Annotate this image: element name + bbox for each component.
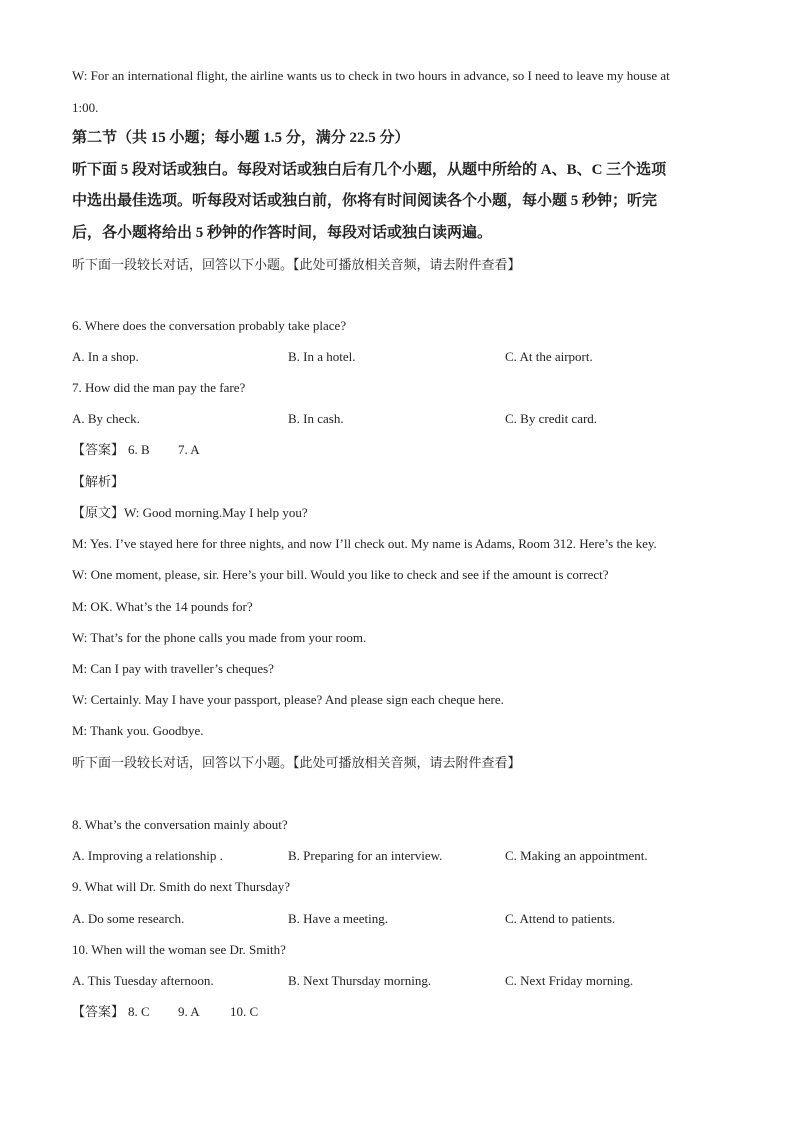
analysis-label: 【解析】	[72, 474, 125, 489]
group2-answer-9: 9. A	[178, 1004, 200, 1019]
group1-prompt: 听下面一段较长对话，回答以下小题。【此处可播放相关音频，请去附件查看】	[72, 257, 521, 272]
section-heading: 第二节（共 15 小题；每小题 1.5 分，满分 22.5 分）	[72, 130, 410, 146]
transcript-line-4: M: OK. What’s the 14 pounds for?	[72, 599, 253, 614]
group2-answer-label: 【答案】	[72, 1004, 125, 1019]
group2-answer-8: 8. C	[128, 1004, 150, 1019]
q9-option-a: A. Do some research.	[72, 911, 185, 926]
q8-option-a: A. Improving a relationship .	[72, 848, 223, 863]
q8-option-b: B. Preparing for an interview.	[288, 848, 443, 863]
transcript-line-1: W: Good morning.May I help you?	[124, 505, 308, 520]
transcript-line-2: M: Yes. I’ve stayed here for three nights, and now I’ll check out. My name is Adams, Room 312. Here’s the key.	[72, 536, 657, 551]
question-10: 10. When will the woman see Dr. Smith?	[72, 942, 286, 957]
q9-option-c: C. Attend to patients.	[505, 911, 616, 926]
intro-line-2: 1:00.	[72, 100, 99, 115]
q7-option-c: C. By credit card.	[505, 411, 598, 426]
question-6: 6. Where does the conversation probably take place?	[72, 318, 347, 333]
question-9: 9. What will Dr. Smith do next Thursday?	[72, 879, 290, 894]
q6-option-a: A. In a shop.	[72, 349, 139, 364]
q10-option-c: C. Next Friday morning.	[505, 973, 634, 988]
transcript-line-6: M: Can I pay with traveller’s cheques?	[72, 661, 274, 676]
instruction-line-3: 后，各小题将给出 5 秒钟的作答时间，每段对话或独白读两遍。	[72, 225, 493, 241]
q6-option-b: B. In a hotel.	[288, 349, 356, 364]
group1-answer-6: 6. B	[128, 442, 150, 457]
original-label: 【原文】	[72, 505, 125, 520]
q7-option-b: B. In cash.	[288, 411, 344, 426]
question-8: 8. What’s the conversation mainly about?	[72, 817, 288, 832]
instruction-line-1: 听下面 5 段对话或独白。每段对话或独白后有几个小题，从题中所给的 A、B、C 三个选项	[72, 162, 667, 178]
q10-option-b: B. Next Thursday morning.	[288, 973, 432, 988]
group2-prompt: 听下面一段较长对话，回答以下小题。【此处可播放相关音频，请去附件查看】	[72, 755, 521, 770]
intro-line-1: W: For an international flight, the airline wants us to check in two hours in advance, so I need to leave my house at	[72, 68, 670, 83]
instruction-line-2: 中选出最佳选项。听每段对话或独白前，你将有时间阅读各个小题，每小题 5 秒钟；听完	[72, 193, 658, 209]
q9-option-b: B. Have a meeting.	[288, 911, 388, 926]
group2-answer-10: 10. C	[230, 1004, 259, 1019]
transcript-line-7: W: Certainly. May I have your passport, please? And please sign each cheque here.	[72, 692, 504, 707]
group1-answer-label: 【答案】	[72, 442, 125, 457]
question-7: 7. How did the man pay the fare?	[72, 380, 246, 395]
transcript-line-5: W: That’s for the phone calls you made from your room.	[72, 630, 367, 645]
q10-option-a: A. This Tuesday afternoon.	[72, 973, 214, 988]
transcript-line-8: M: Thank you. Goodbye.	[72, 723, 204, 738]
q6-option-c: C. At the airport.	[505, 349, 593, 364]
q8-option-c: C. Making an appointment.	[505, 848, 648, 863]
group1-answer-7: 7. A	[178, 442, 200, 457]
transcript-line-3: W: One moment, please, sir. Here’s your bill. Would you like to check and see if the amount is correct?	[72, 567, 609, 582]
q7-option-a: A. By check.	[72, 411, 140, 426]
